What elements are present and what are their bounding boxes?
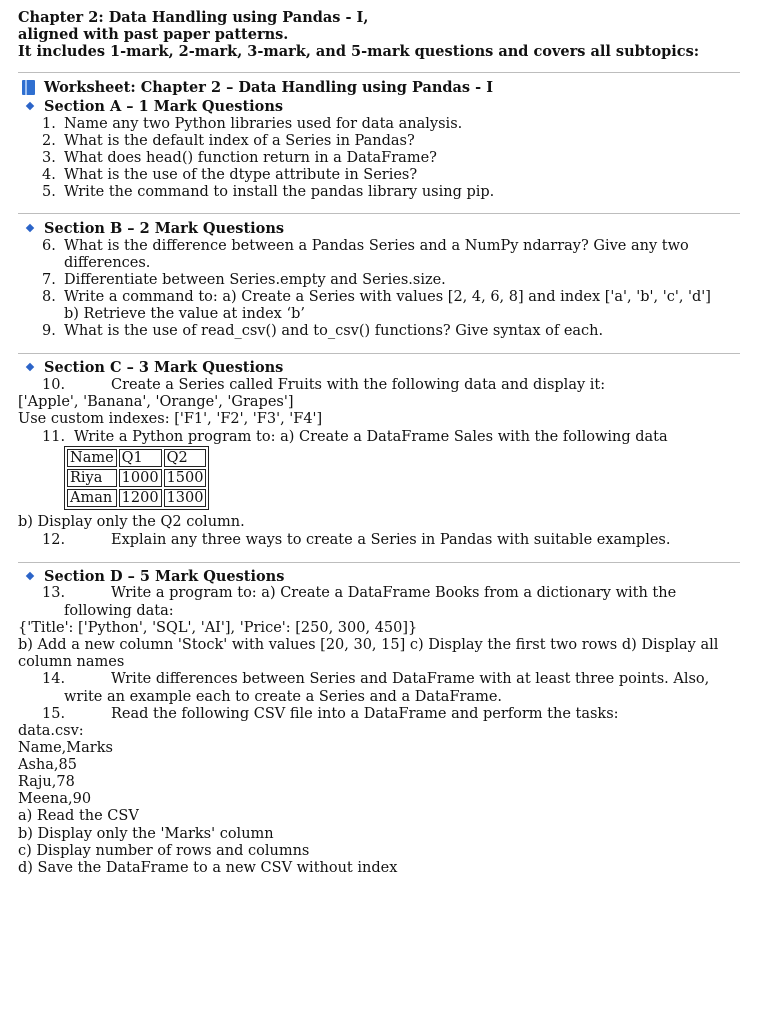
question-14-cont: write an example each to create a Series and a DataFrame. bbox=[64, 689, 503, 705]
question-10: Create a Series called Fruits with the following data and display it: bbox=[111, 377, 606, 393]
header-line-1: Chapter 2: Data Handling using Pandas - I, bbox=[18, 9, 369, 26]
csv-line: Name,Marks bbox=[18, 740, 113, 756]
question-4: What is the use of the dtype attribute in Series? bbox=[64, 167, 418, 183]
question-13: Write a program to: a) Create a DataFrame Books from a dictionary with the bbox=[111, 585, 677, 601]
table-cell: 1200 bbox=[119, 489, 162, 507]
table-header-row bbox=[67, 449, 206, 467]
question-number: 12. bbox=[42, 532, 66, 548]
diamond-bullet-icon bbox=[26, 102, 34, 110]
question-8-cont: b) Retrieve the value at index ‘b’ bbox=[64, 306, 305, 322]
csv-line: Meena,90 bbox=[18, 791, 92, 807]
divider bbox=[18, 562, 740, 563]
diamond-bullet-icon bbox=[26, 572, 34, 580]
table-header-cell: Q2 bbox=[164, 449, 207, 467]
sales-table bbox=[64, 446, 209, 510]
question-number: 11. bbox=[42, 429, 66, 445]
question-number: 5. bbox=[42, 184, 56, 200]
table-cell: Aman bbox=[67, 489, 117, 507]
header-line-3: It includes 1-mark, 2-mark, 3-mark, and 5-mark questions and covers all subtopics: bbox=[18, 43, 700, 60]
question-12: Explain any three ways to create a Series in Pandas with suitable examples. bbox=[111, 532, 671, 548]
question-number: 2. bbox=[42, 133, 56, 149]
book-icon bbox=[22, 80, 35, 95]
worksheet-title: Worksheet: Chapter 2 – Data Handling using Pandas - I bbox=[44, 79, 493, 96]
question-13-tasks-cont: column names bbox=[18, 654, 125, 670]
question-3: What does head() function return in a DataFrame? bbox=[64, 150, 437, 166]
question-14: Write differences between Series and DataFrame with at least three points. Also, bbox=[111, 671, 710, 687]
task-line: c) Display number of rows and columns bbox=[18, 843, 310, 859]
question-number: 6. bbox=[42, 238, 56, 254]
question-10-index: Use custom indexes: ['F1', 'F2', 'F3', 'F4'] bbox=[18, 411, 323, 427]
divider bbox=[18, 213, 740, 214]
question-7: Differentiate between Series.empty and Series.size. bbox=[64, 272, 446, 288]
question-1: Name any two Python libraries used for data analysis. bbox=[64, 116, 463, 132]
task-line: a) Read the CSV bbox=[18, 808, 139, 824]
question-2: What is the default index of a Series in Pandas? bbox=[64, 133, 415, 149]
question-11-b: b) Display only the Q2 column. bbox=[18, 514, 245, 530]
question-number: 3. bbox=[42, 150, 56, 166]
diamond-bullet-icon bbox=[26, 224, 34, 232]
table-row bbox=[67, 469, 206, 487]
question-number: 4. bbox=[42, 167, 56, 183]
section-b-title: Section B – 2 Mark Questions bbox=[44, 220, 285, 237]
task-line: b) Display only the 'Marks' column bbox=[18, 826, 274, 842]
section-a-title: Section A – 1 Mark Questions bbox=[44, 98, 284, 115]
csv-line: Raju,78 bbox=[18, 774, 75, 790]
question-number: 14. bbox=[42, 671, 66, 687]
question-number: 10. bbox=[42, 377, 66, 393]
question-10-data: ['Apple', 'Banana', 'Orange', 'Grapes'] bbox=[18, 394, 294, 410]
question-number: 9. bbox=[42, 323, 56, 339]
table-cell: 1300 bbox=[164, 489, 207, 507]
question-13-cont: following data: bbox=[64, 603, 174, 619]
question-6: What is the difference between a Pandas Series and a NumPy ndarray? Give any two bbox=[64, 238, 689, 254]
question-9: What is the use of read_csv() and to_csv() functions? Give syntax of each. bbox=[64, 323, 604, 339]
table-cell: Riya bbox=[67, 469, 117, 487]
table-header-cell: Name bbox=[67, 449, 117, 467]
question-13-dict: {'Title': ['Python', 'SQL', 'AI'], 'Price': [250, 300, 450]} bbox=[18, 620, 418, 636]
table-row bbox=[67, 489, 206, 507]
divider bbox=[18, 72, 740, 73]
question-15: Read the following CSV file into a DataFrame and perform the tasks: bbox=[111, 706, 619, 722]
question-11: Write a Python program to: a) Create a DataFrame Sales with the following data bbox=[74, 429, 668, 445]
question-number: 8. bbox=[42, 289, 56, 305]
question-number: 13. bbox=[42, 585, 66, 601]
table-header-cell: Q1 bbox=[119, 449, 162, 467]
question-5: Write the command to install the pandas library using pip. bbox=[64, 184, 495, 200]
diamond-bullet-icon bbox=[26, 363, 34, 371]
question-13-tasks: b) Add a new column 'Stock' with values [20, 30, 15] c) Display the first two rows d) Display all bbox=[18, 637, 719, 653]
question-number: 7. bbox=[42, 272, 56, 288]
section-d-title: Section D – 5 Mark Questions bbox=[44, 568, 285, 585]
question-8: Write a command to: a) Create a Series with values [2, 4, 6, 8] and index ['a', 'b', 'c', 'd'] bbox=[64, 289, 711, 305]
section-c-title: Section C – 3 Mark Questions bbox=[44, 359, 284, 376]
question-6-cont: differences. bbox=[64, 255, 151, 271]
csv-line: data.csv: bbox=[18, 723, 84, 739]
divider bbox=[18, 353, 740, 354]
header-line-2: aligned with past paper patterns. bbox=[18, 26, 289, 43]
task-line: d) Save the DataFrame to a new CSV without index bbox=[18, 860, 398, 876]
csv-line: Asha,85 bbox=[18, 757, 77, 773]
table-cell: 1500 bbox=[164, 469, 207, 487]
question-number: 15. bbox=[42, 706, 66, 722]
question-number: 1. bbox=[42, 116, 56, 132]
table-cell: 1000 bbox=[119, 469, 162, 487]
